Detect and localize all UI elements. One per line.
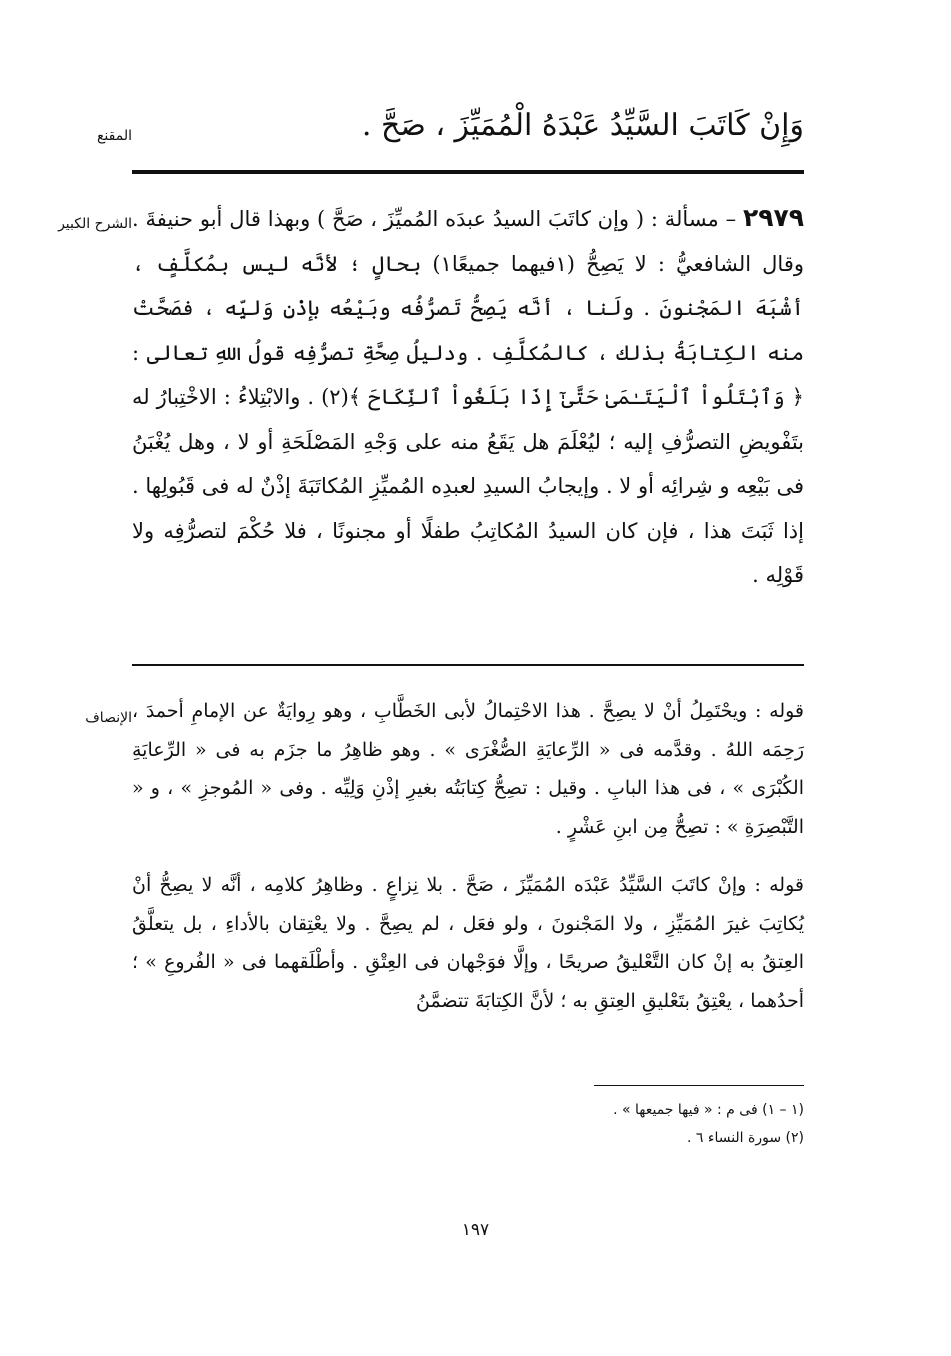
sharh-text: – مسألة : ( وإن كاتَبَ السيدُ عبدَه المُميِّزَ ، صَحَّ ) وبهذا قال أبو حنيفةَ . وقال الشافعيُّ : لا يَصِحُّ (١فيهما جميعًا١) بحالٍ ؛ لأنَّه ليس بمُكلَّفٍ ، أشْبَهَ المَجْنونَ . ولَنا ، أنَّه يَصِحُّ تَصرُّفُه وبَيْعُه بإذْنِ وَليِّه ، فصَحَّتْ منه الكِتابَةُ بذلك ، كالمُكلَّفِ . ودليلُ صِحَّةِ تصرُّفِه قولُ اللهِ تعالى : ﴿ وَٱبْتَلُواْ ٱلْيَتَـٰمَىٰ حَتَّىٰٓ إِذَا بَلَغُواْ ٱلنِّكَاحَ ﴾(٢) . والابْتِلاءُ : الاخْتِبارُ له بتَفْويضِ التصرُّفِ إليه ؛ ليُعْلَمَ هل يَقَعُ منه على وَجْهِ المَصْلَحَةِ أو لا ، وهل يُغْبَنُ فى بَيْعِه و شِرائِه أو لا . وإيجابُ السيدِ لعبدِه المُميِّزِ المُكاتَبَةَ إذْنٌ له فى قَبُولِها . إذا ثَبَتَ هذا ، فإن كان السيدُ المُكاتِبُ طفلًا أو مجنونًا ، فلا حُكْمَ لتصرُّفِه ولا قَوْلِه .: [132, 207, 804, 587]
insaf-paragraph-2: قوله : وإنْ كاتَبَ السَّيِّدُ عَبْدَه المُمَيِّزَ ، صَحَّ . بلا نِزاعٍ . وظاهِرُ كلامِه ، أنَّه لا يصِحُّ أنْ يُكاتِبَ غيرَ المُمَيِّزِ ، ولا المَجْنونَ ، ولو فعَل ، لم يصِحَّ . ولا يعْتِقان بالأداءِ ، بل يتعلَّقُ العِتقُ به إنْ كان التَّعْليقُ صريحًا ، وإلَّا فوَجْهان فى العِتْقِ . وأطْلَقهما فى « الفُروعِ » ؛ أحدُهما ، يعْتِقُ بتَعْليقِ العِتقِ به ؛ لأنَّ الكِتابَةَ تتضمَّنُ: [132, 874, 804, 1012]
footnote-1: (١ – ١) فى م : « فيها جميعها » .: [613, 1102, 804, 1118]
insaf-paragraph-1: قوله : ويحْتَمِلُ أنْ لا يصِحَّ . هذا الاحْتِمالُ لأبى الخَطَّابِ ، وهو رِوايَةٌ عن الإمامِ أحمدَ ، رَحِمَه اللهُ . وقدَّمه فى « الرِّعايَةِ الصُّغْرَى » . وهو ظاهِرُ ما جزَم به فى « الرِّعايَةِ الكُبْرَى » ، فى هذا البابِ . وقيل : تصِحُّ كِتابَتُه بغيرِ إذْنِ وَلِيِّه . وفى « المُوجزِ » ، و « التَّبْصِرَةِ » : تصِحُّ مِن ابنِ عَشْرٍ .: [132, 700, 804, 838]
section-divider: [132, 664, 804, 666]
insaf-section: [132, 692, 804, 1020]
sharh-paragraph: [132, 196, 804, 598]
sharh-section: [132, 196, 804, 598]
matn-heading: وَإِنْ كَاتَبَ السَّيِّدُ عَبْدَهُ الْمُمَيِّزَ ، صَحَّ .: [361, 108, 804, 143]
footnote-divider: [594, 1085, 804, 1086]
margin-label-insaf: الإنصاف: [85, 710, 132, 726]
heading-divider: [132, 170, 804, 174]
issue-number: ٢٩٧٩: [742, 203, 804, 232]
margin-label-sharh: الشرح الكبير: [58, 216, 132, 232]
footnote-2: (٢) سورة النساء ٦ .: [686, 1130, 804, 1146]
margin-label-muqni: المقنع: [96, 128, 132, 144]
page-number: ١٩٧: [461, 1220, 490, 1240]
footnotes: [132, 1096, 804, 1152]
